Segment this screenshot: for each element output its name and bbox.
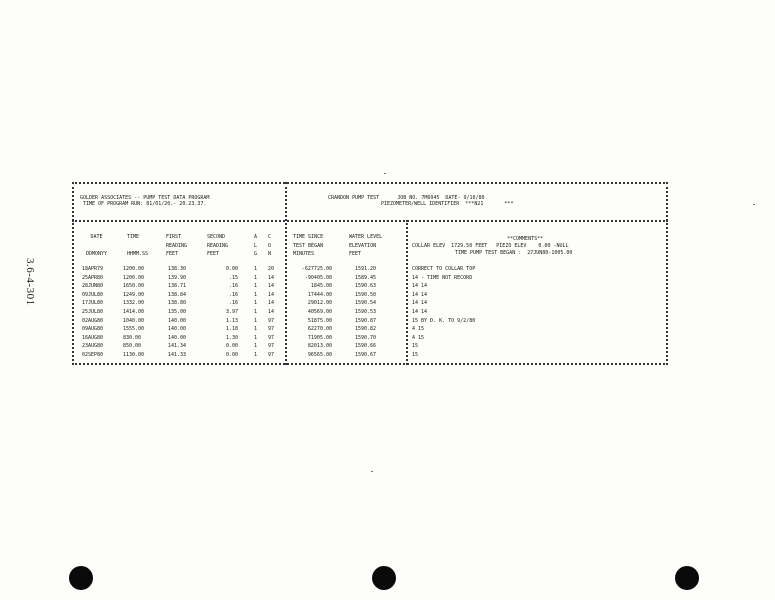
table-cell-comment: 14 - TIME NOT RECORD — [412, 274, 473, 281]
table-cell-first: 138.84 — [168, 291, 187, 298]
table-cell-since: 96565.00 — [307, 351, 332, 358]
table-cell-time: 1200.00 — [123, 266, 145, 272]
table-cell-second: 1.18 — [225, 326, 238, 333]
table-cell-date: 17JUL80 — [82, 300, 104, 307]
table-cell-first: 138.80 — [168, 300, 187, 307]
data-since-column — [290, 266, 332, 361]
comments-title: **COMMENTS** — [507, 236, 544, 242]
table-cell-a: 1 — [254, 343, 258, 350]
data-a-column — [254, 266, 257, 361]
table-cell-a: 1 — [254, 266, 258, 272]
punch-hole-left — [69, 566, 93, 590]
table-cell-c: 97 — [268, 343, 275, 350]
divider-1 — [285, 182, 287, 365]
data-date-column — [82, 266, 103, 361]
col-since: TIME SINCE TEST BEGAN MINUTES — [293, 234, 324, 258]
table-cell-first: 140.00 — [168, 326, 187, 333]
table-cell-c: 14 — [268, 300, 275, 307]
table-cell-time: 1650.00 — [123, 283, 145, 290]
table-cell-first: 141.33 — [168, 351, 187, 358]
table-cell-elev: 1590.50 — [355, 291, 377, 298]
table-cell-comment: 4 15 — [412, 326, 425, 333]
table-cell-elev: 1590.70 — [355, 334, 377, 341]
col-date: DATE DDMONYY — [86, 234, 108, 258]
data-time-column — [123, 266, 144, 361]
table-cell-time: 850.00 — [123, 343, 142, 350]
data-comment-column — [412, 266, 475, 361]
table-cell-elev: 1589.45 — [355, 274, 377, 281]
table-cell-first: 135.00 — [168, 308, 187, 315]
table-cell-date: 16AUG80 — [82, 334, 104, 341]
punch-hole-right — [675, 566, 699, 590]
right-border — [666, 182, 668, 365]
table-cell-second: .16 — [228, 283, 238, 290]
top-border — [72, 182, 668, 184]
data-c-column — [268, 266, 274, 361]
table-cell-c: 20 — [268, 266, 275, 272]
job-title: CRANDON PUMP TEST JOB NO. 7M6045 DATE- 9/10/80 — [328, 195, 485, 201]
program-title: GOLDER ASSOCIATES -- PUMP TEST DATA PROGRAM — [80, 195, 210, 201]
table-cell-since: 71905.00 — [307, 334, 332, 341]
table-cell-second: 1.30 — [225, 334, 238, 341]
table-cell-c: 97 — [268, 334, 275, 341]
header-divider — [72, 220, 668, 222]
left-border — [72, 182, 74, 365]
table-cell-since: 40569.00 — [307, 308, 332, 315]
table-cell-a: 1 — [254, 351, 258, 358]
table-cell-a: 1 — [254, 283, 258, 290]
table-cell-first: 140.00 — [168, 334, 187, 341]
data-elev-column — [355, 266, 376, 361]
table-cell-since: 17444.00 — [307, 291, 332, 298]
well-identifier: PIEZOMETER/WELL IDENTIFIER ***N21 *** — [381, 201, 514, 207]
table-cell-a: 1 — [254, 274, 258, 281]
speck — [384, 173, 386, 174]
table-cell-second: .16 — [228, 300, 238, 307]
table-cell-comment: 15 — [412, 343, 419, 350]
table-cell-c: 97 — [268, 326, 275, 333]
table-cell-time: 830.00 — [123, 334, 142, 341]
table-cell-date: 25JUL80 — [82, 308, 104, 315]
table-cell-time: 1249.00 — [123, 291, 145, 298]
table-cell-date: 09AUG80 — [82, 326, 104, 333]
table-cell-time: 1130.00 — [123, 351, 145, 358]
table-cell-elev: 1590.53 — [355, 308, 377, 315]
table-cell-a: 1 — [254, 326, 258, 333]
table-cell-comment: CORRECT TO COLLAR TOP — [412, 266, 476, 272]
collar-elevation: COLLAR ELEV 1729.50 FEET PIEZO ELEV 0.00 -NULL — [412, 243, 569, 249]
side-page-label: 3.6-4-301 — [24, 258, 36, 306]
speck — [753, 204, 755, 205]
punch-hole-center — [372, 566, 396, 590]
table-cell-since: -90405.00 — [304, 274, 332, 281]
table-cell-elev: 1590.82 — [355, 326, 377, 333]
table-cell-since: 51875.00 — [307, 317, 332, 324]
table-cell-c: 14 — [268, 283, 275, 290]
computer-printout — [72, 182, 668, 366]
table-cell-comment: 15 BY D. K. TO 9/2/80 — [412, 317, 476, 324]
table-cell-time: 1332.00 — [123, 300, 145, 307]
table-cell-second: 0.00 — [225, 266, 238, 272]
table-cell-since: 1845.00 — [310, 283, 332, 290]
program-run-time: TIME OF PROGRAM RUN: 81/01/20.- 20.23.37. — [83, 201, 207, 207]
table-cell-c: 14 — [268, 291, 275, 298]
table-cell-second: 1.13 — [225, 317, 238, 324]
data-first-column — [168, 266, 186, 361]
table-cell-time: 1414.00 — [123, 308, 145, 315]
table-cell-c: 14 — [268, 274, 275, 281]
table-cell-first: 139.90 — [168, 274, 187, 281]
table-cell-elev: 1590.66 — [355, 343, 377, 350]
table-cell-time: 1555.00 — [123, 326, 145, 333]
table-cell-a: 1 — [254, 317, 258, 324]
table-cell-first: 141.34 — [168, 343, 187, 350]
bottom-border — [72, 363, 668, 365]
table-cell-first: 138.30 — [168, 266, 187, 272]
table-cell-elev: 1591.20 — [355, 266, 377, 272]
table-cell-time: 1200.00 — [123, 274, 145, 281]
col-a: A L G — [254, 234, 258, 258]
table-cell-c: 97 — [268, 351, 275, 358]
table-cell-comment: 15 — [412, 351, 419, 358]
table-cell-first: 140.00 — [168, 317, 187, 324]
col-second: SECOND READING FEET — [207, 234, 229, 258]
table-cell-date: 18APR79 — [82, 266, 104, 272]
table-cell-comment: 14 14 — [412, 283, 428, 290]
table-cell-a: 1 — [254, 308, 258, 315]
table-cell-elev: 1590.63 — [355, 283, 377, 290]
divider-2 — [406, 220, 408, 365]
table-cell-date: 09JUL80 — [82, 291, 104, 298]
table-cell-first: 138.71 — [168, 283, 187, 290]
table-cell-comment: 14 14 — [412, 300, 428, 307]
table-cell-a: 1 — [254, 334, 258, 341]
table-cell-since: 29012.00 — [307, 300, 332, 307]
table-cell-since: -627725.00 — [301, 266, 332, 272]
table-cell-a: 1 — [254, 300, 258, 307]
table-cell-second: 0.00 — [225, 351, 238, 358]
data-second-column — [208, 266, 238, 361]
table-cell-time: 1040.00 — [123, 317, 145, 324]
table-cell-since: 62270.00 — [307, 326, 332, 333]
table-cell-comment: 4 15 — [412, 334, 425, 341]
table-cell-elev: 1590.54 — [355, 300, 377, 307]
table-cell-second: .16 — [228, 291, 238, 298]
table-cell-elev: 1590.87 — [355, 317, 377, 324]
table-cell-date: 02SEP80 — [82, 351, 104, 358]
table-cell-since: 82013.00 — [307, 343, 332, 350]
table-cell-elev: 1590.67 — [355, 351, 377, 358]
table-cell-a: 1 — [254, 291, 258, 298]
table-cell-date: 23AUG80 — [82, 343, 104, 350]
table-cell-second: 0.00 — [225, 343, 238, 350]
table-cell-c: 14 — [268, 308, 275, 315]
table-cell-comment: 14 14 — [412, 308, 428, 315]
table-cell-comment: 14 14 — [412, 291, 428, 298]
table-cell-second: .15 — [228, 274, 238, 281]
table-cell-second: 3.97 — [225, 308, 238, 315]
table-cell-date: 28JUN80 — [82, 283, 104, 290]
col-c: C O N — [268, 234, 272, 258]
table-cell-c: 97 — [268, 317, 275, 324]
pump-test-began: TIME PUMP TEST BEGAN : 27JUN80-1005.00 — [455, 250, 573, 256]
col-time: TIME HHMM.SS — [127, 234, 149, 258]
col-elev: WATER LEVEL ELEVATION FEET — [349, 234, 383, 258]
speck — [371, 471, 373, 472]
table-cell-date: 25APR80 — [82, 274, 104, 281]
table-cell-date: 02AUG80 — [82, 317, 104, 324]
col-first: FIRST READING FEET — [166, 234, 188, 258]
